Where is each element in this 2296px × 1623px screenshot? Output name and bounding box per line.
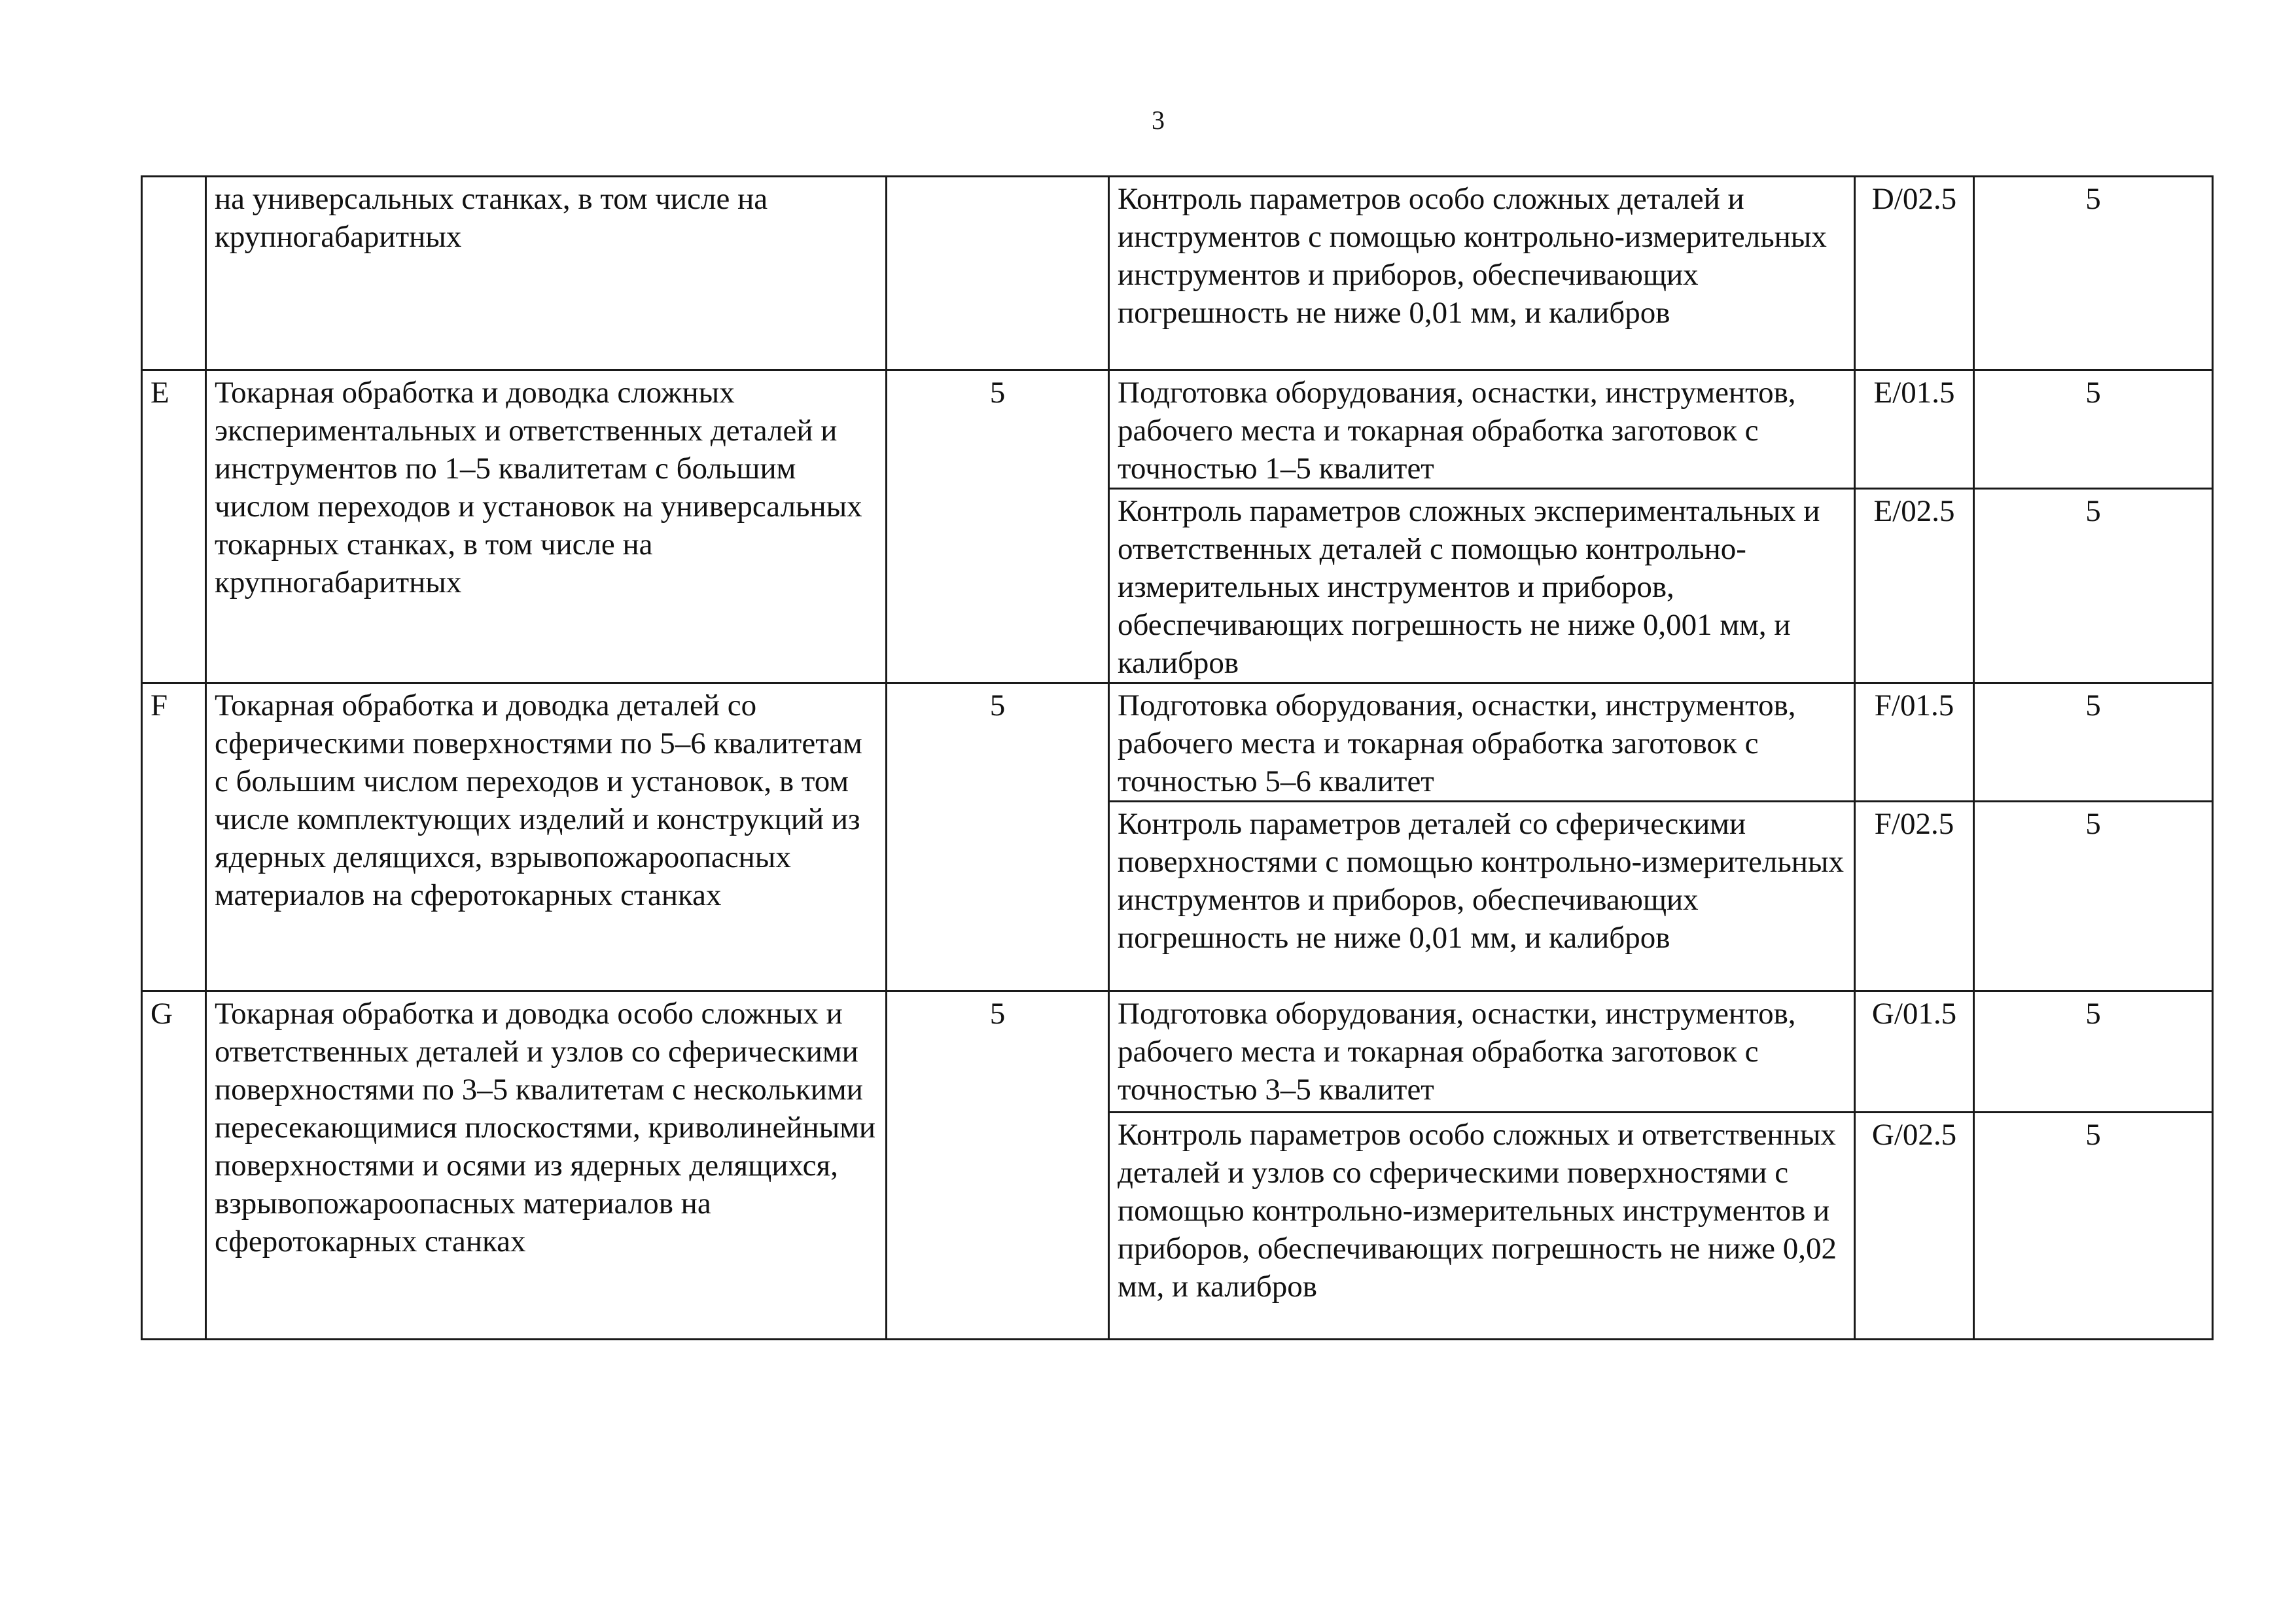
tf-name-cell: Контроль параметров особо сложных и ответственных деталей и узлов со сферическими поверхностями с помощью контрольно-измерительных инструментов и приборов, обеспечивающих погрешность не ниже 0,02 мм, и калибров: [1109, 1113, 1855, 1340]
tf-level-cell: 5: [1974, 683, 2213, 802]
tf-name-cell: Подготовка оборудования, оснастки, инструментов, рабочего места и токарная обработка заготовок с точностью 5–6 квалитет: [1109, 683, 1855, 802]
gf-code-cell: [142, 177, 206, 370]
gf-code-cell: F: [142, 683, 206, 991]
gf-name-cell: на универсальных станках, в том числе на крупногабаритных: [206, 177, 887, 370]
table-row: [142, 177, 2213, 370]
gf-code-cell: E: [142, 370, 206, 683]
tf-level-cell: 5: [1974, 991, 2213, 1113]
tf-code-cell: G/02.5: [1855, 1113, 1974, 1340]
gf-code-cell: G: [142, 991, 206, 1340]
page-number: 3: [1152, 105, 1165, 135]
tf-name-cell: Подготовка оборудования, оснастки, инструментов, рабочего места и токарная обработка заготовок с точностью 1–5 квалитет: [1109, 370, 1855, 489]
tf-name-cell: Контроль параметров особо сложных деталей и инструментов с помощью контрольно-измерительных инструментов и приборов, обеспечивающих погрешность не ниже 0,01 мм, и калибров: [1109, 177, 1855, 370]
table-row: [142, 683, 2213, 802]
tf-code-cell: E/01.5: [1855, 370, 1974, 489]
gf-name-cell: Токарная обработка и доводка деталей со сферическими поверхностями по 5–6 квалитетам с большим числом переходов и установок, в том числе комплектующих изделий и конструкций из ядерных делящихся, взрывопожароопасных материалов на сферотокарных станках: [206, 683, 887, 991]
tf-code-cell: G/01.5: [1855, 991, 1974, 1113]
tf-code-cell: D/02.5: [1855, 177, 1974, 370]
tf-name-cell: Контроль параметров деталей со сферическими поверхностями с помощью контрольно-измерительных инструментов и приборов, обеспечивающих погрешность не ниже 0,01 мм, и калибров: [1109, 802, 1855, 991]
table-row: [142, 370, 2213, 489]
table-row: [142, 991, 2213, 1113]
gf-level-cell: 5: [887, 991, 1109, 1340]
tf-level-cell: 5: [1974, 802, 2213, 991]
tf-code-cell: F/02.5: [1855, 802, 1974, 991]
tf-code-cell: E/02.5: [1855, 489, 1974, 683]
tf-name-cell: Контроль параметров сложных экспериментальных и ответственных деталей с помощью контрольно-измерительных инструментов и приборов, обеспечивающих погрешность не ниже 0,001 мм, и калибров: [1109, 489, 1855, 683]
gf-level-cell: 5: [887, 683, 1109, 991]
tf-level-cell: 5: [1974, 489, 2213, 683]
tf-level-cell: 5: [1974, 370, 2213, 489]
functions-table: [141, 175, 2214, 1340]
tf-code-cell: F/01.5: [1855, 683, 1974, 802]
tf-name-cell: Подготовка оборудования, оснастки, инструментов, рабочего места и токарная обработка заготовок с точностью 3–5 квалитет: [1109, 991, 1855, 1113]
tf-level-cell: 5: [1974, 1113, 2213, 1340]
gf-name-cell: Токарная обработка и доводка сложных экспериментальных и ответственных деталей и инструментов по 1–5 квалитетам с большим числом переходов и установок на универсальных токарных станках, в том числе на крупногабаритных: [206, 370, 887, 683]
gf-level-cell: 5: [887, 370, 1109, 683]
gf-level-cell: [887, 177, 1109, 370]
tf-level-cell: 5: [1974, 177, 2213, 370]
gf-name-cell: Токарная обработка и доводка особо сложных и ответственных деталей и узлов со сферическими поверхностями по 3–5 квалитетам с несколькими пересекающимися плоскостями, криволинейными поверхностями и осями из ядерных делящихся, взрывопожароопасных материалов на сферотокарных станках: [206, 991, 887, 1340]
